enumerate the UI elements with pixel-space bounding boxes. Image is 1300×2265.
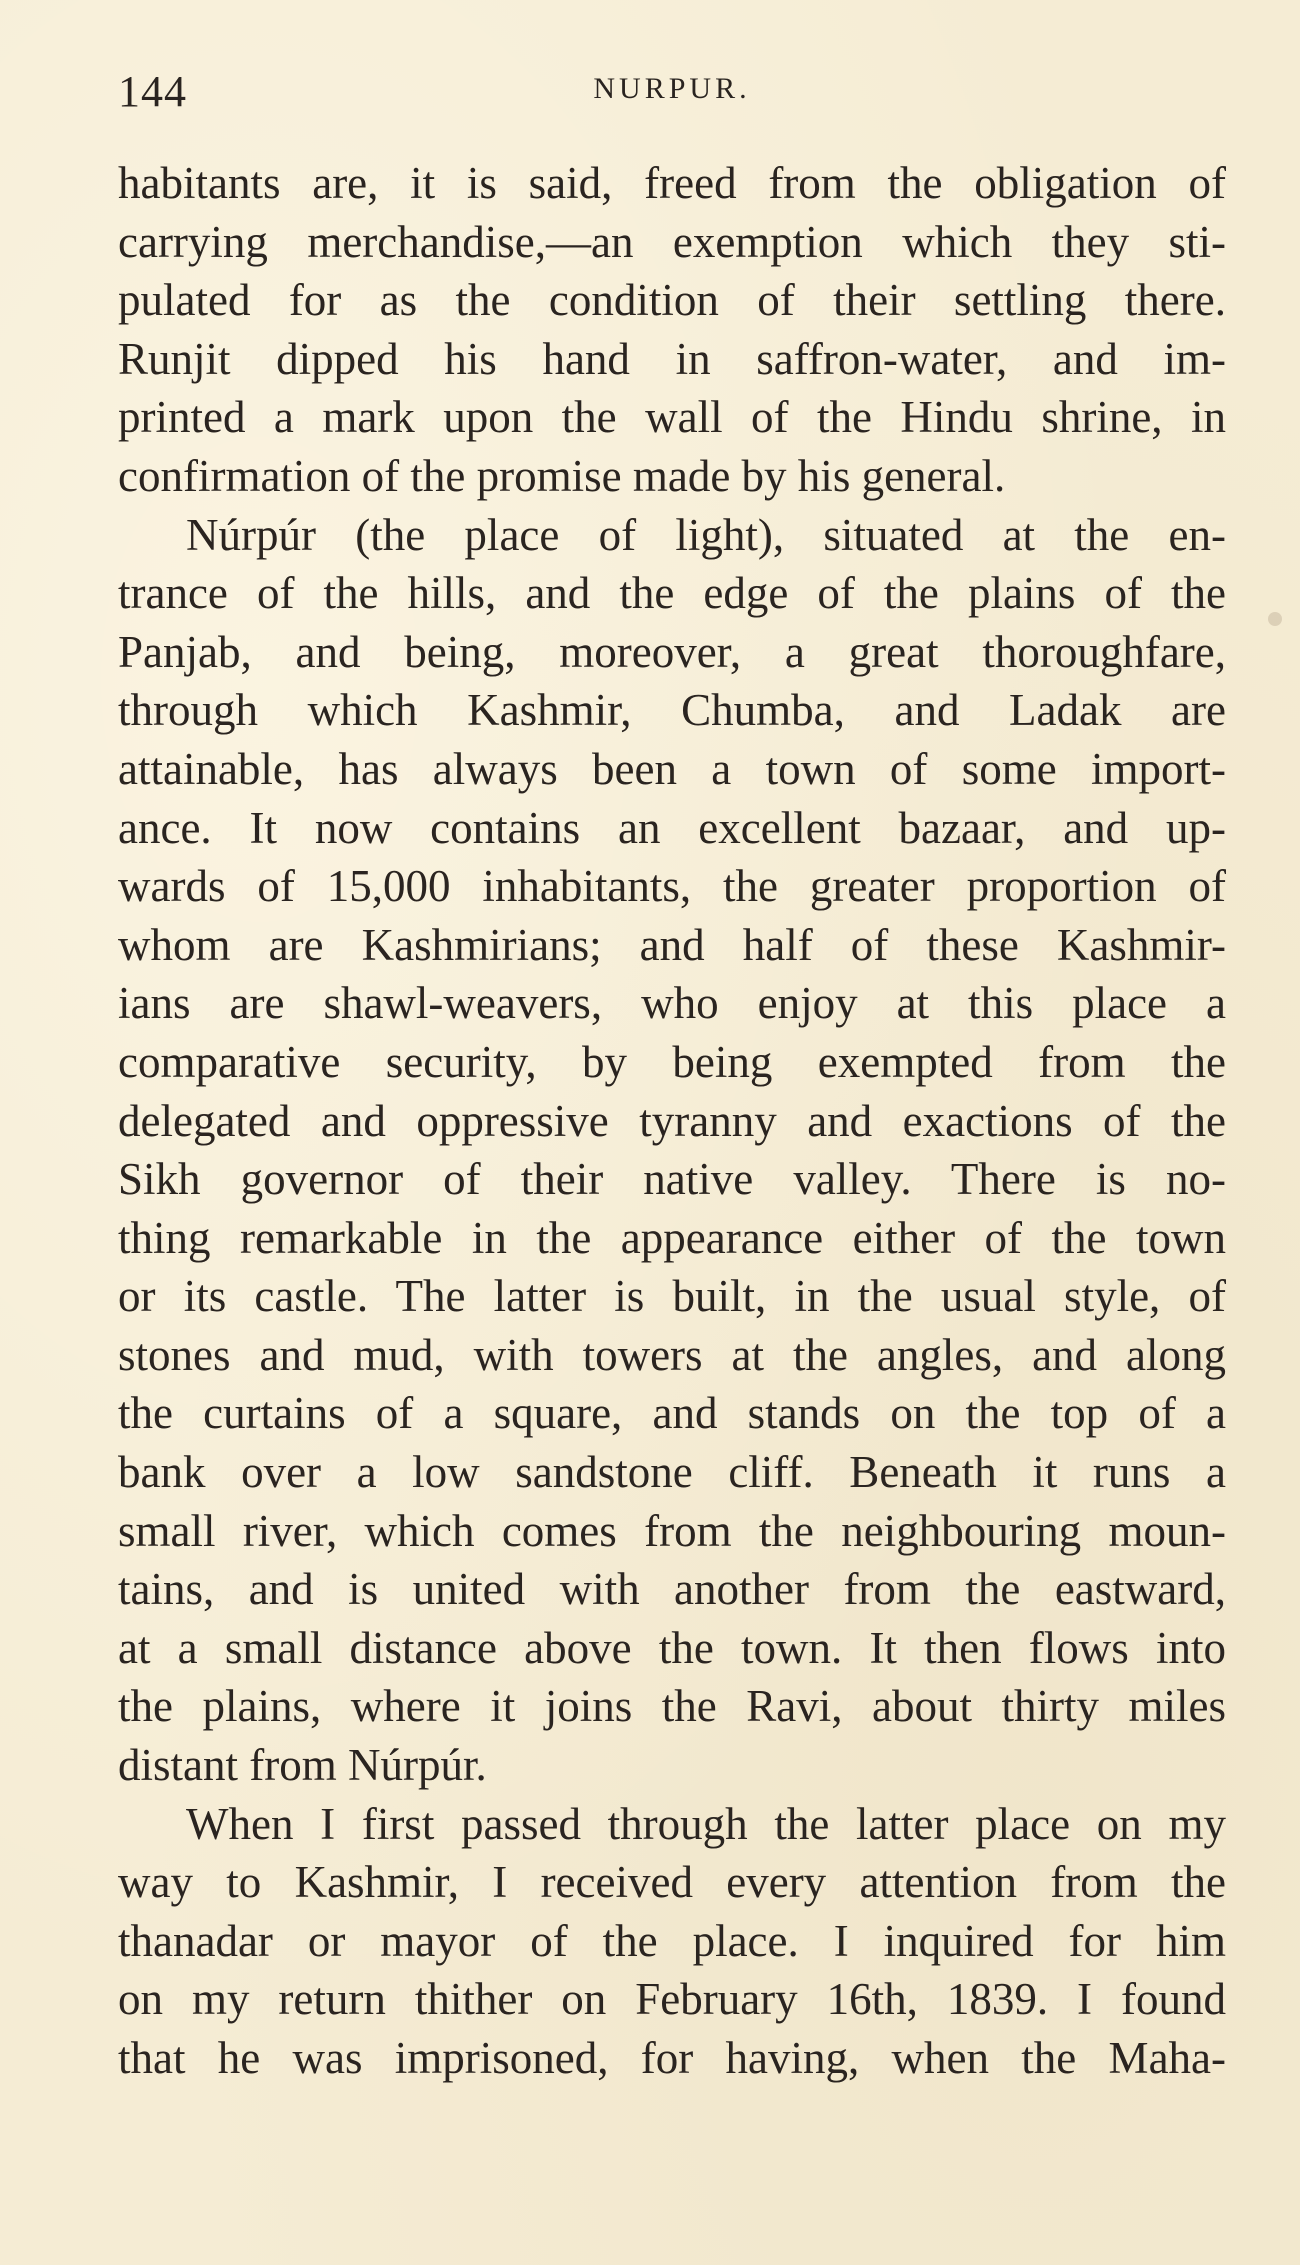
text-line: confirmation of the promise made by his general.	[118, 450, 1006, 501]
text-line: attainable, has always been a town of some import-	[118, 743, 1226, 794]
running-head: NURPUR.	[593, 72, 751, 105]
text-line: delegated and oppressive tyranny and exactions of the	[118, 1095, 1226, 1146]
text-line: whom are Kashmirians; and half of these Kashmir-	[118, 919, 1226, 970]
text-line: small river, which comes from the neighbouring moun-	[118, 1505, 1226, 1556]
text-line: thing remarkable in the appearance either of the town	[118, 1212, 1226, 1263]
text-line: stones and mud, with towers at the angles, and along	[118, 1329, 1226, 1380]
text-line: Runjit dipped his hand in saffron-water, and im-	[118, 333, 1226, 384]
text-line: ance. It now contains an excellent bazaar, and up-	[118, 802, 1226, 853]
text-line: carrying merchandise,—an exemption which they sti-	[118, 216, 1226, 267]
text-line: way to Kashmir, I received every attention from the	[118, 1857, 1226, 1908]
text-line: through which Kashmir, Chumba, and Ladak are	[118, 685, 1226, 736]
page-header	[118, 66, 1226, 122]
text-line: at a small distance above the town. It then flows into	[118, 1622, 1226, 1673]
paper-blemish	[1268, 612, 1282, 626]
text-line: printed a mark upon the wall of the Hindu shrine, in	[118, 392, 1226, 443]
text-line: Núrpúr (the place of light), situated at the en-	[186, 509, 1226, 560]
text-line: Panjab, and being, moreover, a great thoroughfare,	[118, 626, 1226, 677]
text-line: tains, and is united with another from the eastward,	[118, 1564, 1226, 1615]
text-line: the curtains of a square, and stands on the top of a	[118, 1388, 1226, 1439]
text-line: that he was imprisoned, for having, when the Maha-	[118, 2033, 1226, 2083]
text-line: pulated for as the condition of their settling there.	[118, 275, 1226, 326]
text-line: bank over a low sandstone cliff. Beneath it runs a	[118, 1447, 1226, 1498]
text-line: ians are shawl-weavers, who enjoy at this place a	[118, 978, 1226, 1029]
text-line: distant from Núrpúr.	[118, 1740, 487, 1791]
page-number: 144	[118, 67, 187, 116]
text-line: thanadar or mayor of the place. I inquired for him	[118, 1915, 1226, 1966]
text-line: comparative security, by being exempted from the	[118, 1036, 1226, 1087]
text-line: habitants are, it is said, freed from the obligation of	[118, 158, 1226, 208]
text-line: the plains, where it joins the Ravi, about thirty miles	[118, 1681, 1226, 1732]
text-line: or its castle. The latter is built, in the usual style, of	[118, 1271, 1226, 1322]
text-line: Sikh governor of their native valley. There is no-	[118, 1154, 1226, 1205]
text-line: on my return thither on February 16th, 1839. I found	[118, 1974, 1226, 2025]
text-line: When I first passed through the latter place on my	[186, 1798, 1226, 1849]
text-line: wards of 15,000 inhabitants, the greater proportion of	[118, 861, 1226, 912]
text-line: trance of the hills, and the edge of the plains of the	[118, 568, 1226, 619]
body-text	[118, 154, 1226, 2088]
